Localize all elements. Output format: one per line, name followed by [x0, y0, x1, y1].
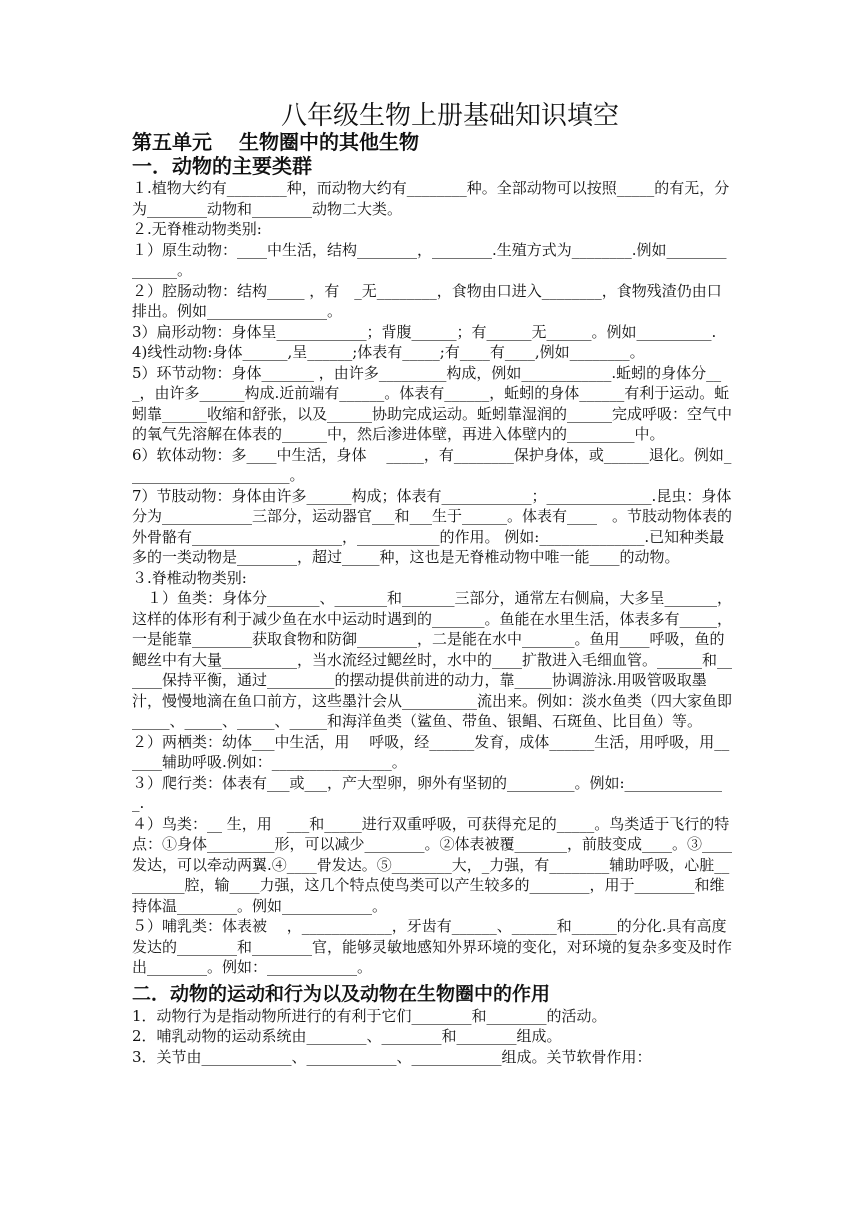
document-body	[132, 130, 732, 1067]
text-line: ５）哺乳类：体表被 ，____________，牙齿有______、______和______的分化.具有高度发达的________和________官，能够灵敏地感知外界环境的变化，对环境的复杂多变及时作出________。例如：____________。	[132, 917, 733, 976]
text-line: ２.无脊椎动物类别:	[132, 220, 262, 238]
text-line: 5）环节动物：身体_______ ，由许多_________构成，例如____________.蚯蚓的身体分___，由许多______构成.近前端有______。体表有______，蚯蚓的身体______有利于运动。蚯蚓靠______收缩和舒张，以及______协助完成运动。蚯蚓靠湿润的______完成呼吸：空气中的氧气先溶解在体表的______中，然后渗进体壁，再进入体壁内的_________中。	[132, 363, 733, 443]
text-line: １）原生动物：____中生活，结构________，________.生殖方式为________.例如______________。	[132, 240, 727, 279]
text-line: ３）爬行类：体表有___或___，产大型卵，卵外有坚韧的_________。例如:______________.	[132, 773, 723, 812]
text-line: 4)线性动物:身体______,呈______;体表有_____;有____有____,例如________。	[132, 343, 645, 361]
text-line: 3）扁形动物：身体呈____________；背腹______；有______无______。例如__________.	[132, 322, 717, 341]
text-line: 6）软体动物：多____中生活，身体 _____，有________保护身体，或______退化。例如______________________。	[132, 445, 732, 484]
text-line: 7）节肢动物：身体由许多______构成；体表有____________；______________.昆虫：身体分为____________三部分，运动器官___和___生于______。体表有____ 。节肢动物体表的外骨骼有____________________，___________的作用。 例如:______________.已知种类最多的一类动物是________，超过_____种，这也是无脊椎动物中唯一能____的动物。	[132, 486, 733, 566]
unit-heading: 第五单元 生物圈中的其他生物	[132, 130, 419, 154]
section-heading-2: 二．动物的运动和行为以及动物在生物圈中的作用	[132, 982, 551, 1005]
section-heading-1: 一．动物的主要类群	[132, 154, 312, 178]
text-line: ３.脊椎动物类别:	[132, 568, 247, 587]
text-line: ２）腔肠动物：结构_____ ，有 _无________，食物由口进入________，食物残渣仍由口排出。例如________________。	[132, 281, 722, 320]
text-line: ４）鸟类：__ 生，用 ___和_____进行双重呼吸，可获得充足的_____。鸟类适于飞行的特点：①身体_________形，可以减少________。②体表被覆_______，前肢变成____。③____发达，可以牵动两翼.④____骨发达。⑤________大，_力强，有________辅助呼吸，心脏_________腔，输____力强，这几个特点使鸟类可以产生较多的________，用于________和维持体温________。例如____________。	[132, 814, 733, 915]
text-line: １.植物大约有________种，而动物大约有________种。全部动物可以按照_____的有无，分为________动物和________动物二大类。	[132, 179, 730, 218]
document-title: 八年级生物上册基础知识填空	[280, 101, 619, 131]
text-line: 3．关节由____________、____________、____________组成。关节软骨作用：	[132, 1047, 652, 1066]
text-line: １）鱼类：身体分_______、_______和_______三部分，通常左右侧扁，大多呈_______，这样的体形有利于减少鱼在水中运动时遇到的_______。鱼能在水里生活，体表多有_____，一是能靠________获取食物和防御________，二是能在水中_______。鱼用____呼吸，鱼的鳃丝中有大量__________，当水流经过鳃丝时，水中的____扩散进入毛细血管。______和______保持平衡，通过_________的摆动提供前进的动力，靠_____协调游泳.用吸管吸取墨汁，慢慢地滴在鱼口前方，这些墨汁会从__________流出来。例如：淡水鱼类（四大家鱼即_____、_____、_____、_____和海洋鱼类（鲨鱼、带鱼、银鲳、石斑鱼、比目鱼）等。	[132, 589, 733, 730]
text-line: ２）两栖类：幼体___中生活，用 呼吸，经______发育，成体______生活，用呼吸，用______辅助呼吸.例如：________________。	[132, 732, 730, 771]
text-line: 1．动物行为是指动物所进行的有利于它们________和________的活动。	[132, 1006, 607, 1025]
text-line: 2．哺乳动物的运动系统由________、________和________组成。	[132, 1027, 562, 1045]
